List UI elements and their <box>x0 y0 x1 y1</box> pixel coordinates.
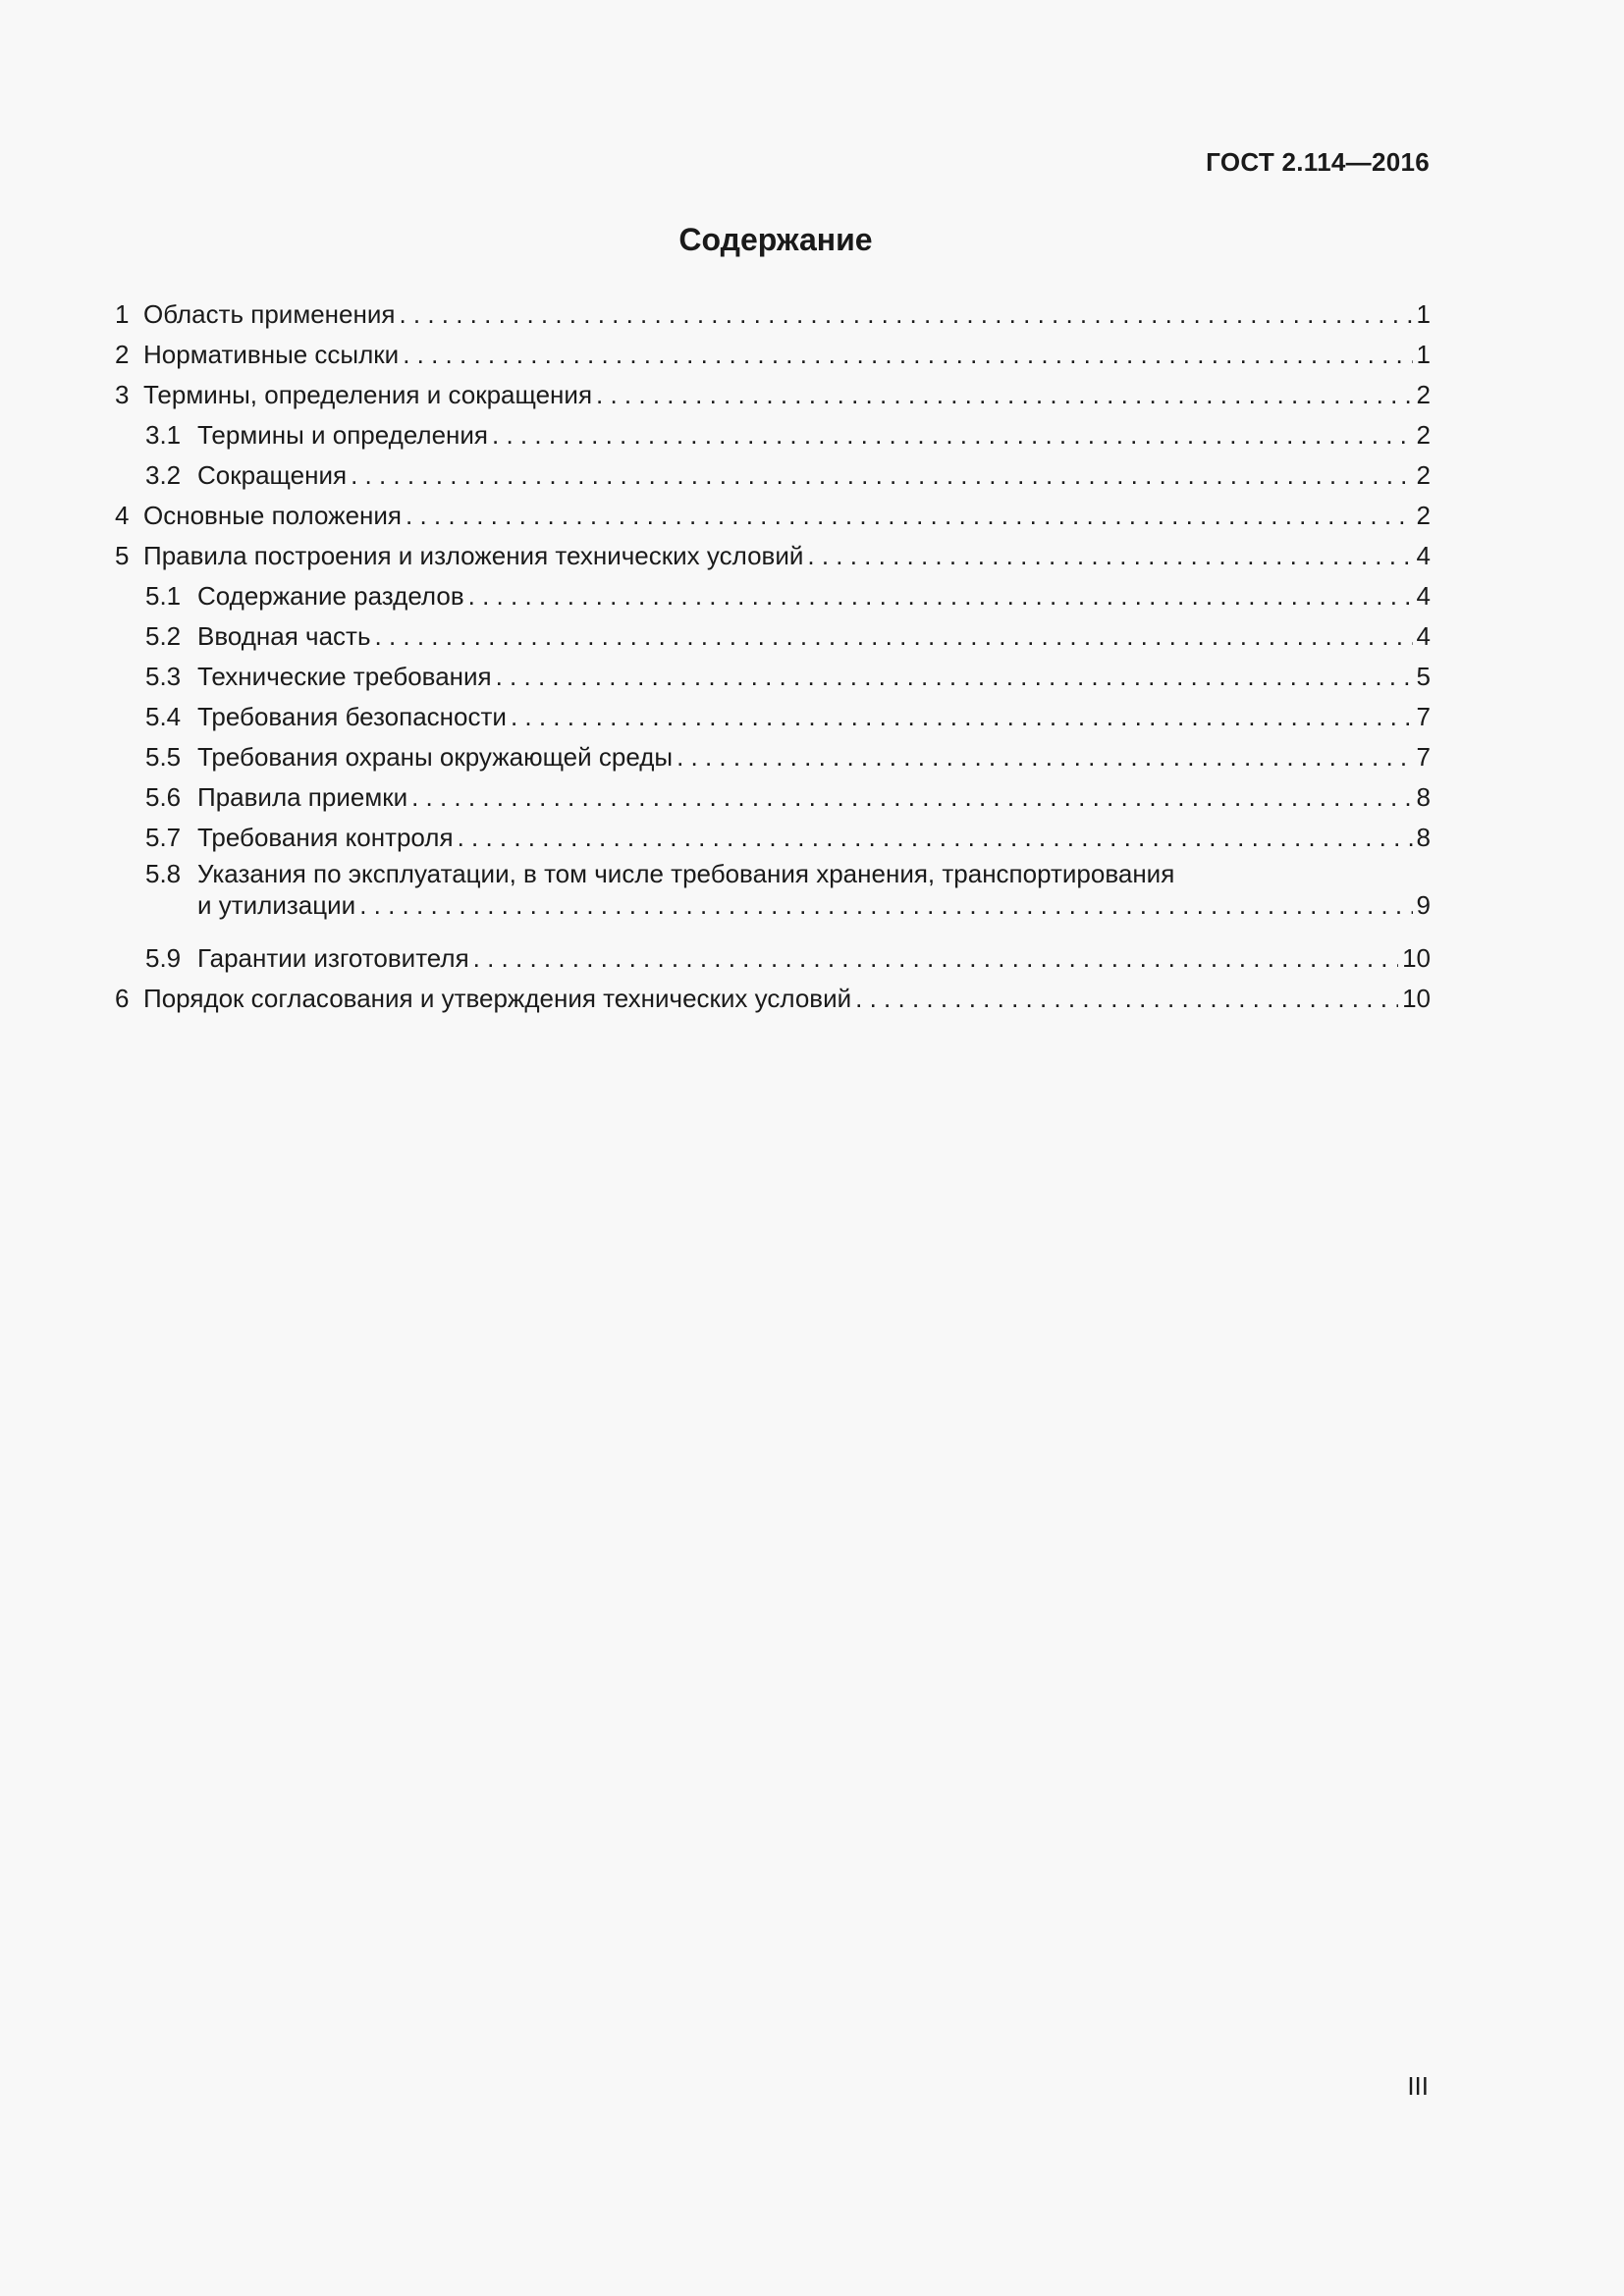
toc-entry-number: 5.5 <box>145 742 182 772</box>
toc-entry-title: Термины и определения <box>197 420 489 450</box>
toc-entry-number: 5.6 <box>145 782 182 812</box>
toc-entry-title: Термины, определения и сокращения <box>143 380 593 409</box>
toc-entry-number: 6 <box>115 984 130 1013</box>
toc-entry-number: 5.2 <box>145 621 182 651</box>
toc-dot-leader <box>677 737 1412 777</box>
toc-entry-title: Технические требования <box>197 662 492 691</box>
toc-dot-leader <box>359 889 1412 921</box>
toc-entry-page: 1 <box>1416 340 1431 369</box>
toc-entry-page: 2 <box>1416 420 1431 450</box>
toc-entry-number: 1 <box>115 299 130 329</box>
toc-entry-page: 1 <box>1416 299 1431 329</box>
toc-dot-leader <box>855 979 1398 1019</box>
toc-title: Содержание <box>678 222 873 257</box>
toc-entry-title: Область применения <box>143 299 396 329</box>
toc-entry-title: Основные положения <box>143 501 402 530</box>
toc-dot-leader <box>399 294 1412 335</box>
toc-dot-leader <box>807 536 1412 576</box>
toc-entry-title: Требования охраны окружающей среды <box>197 742 674 772</box>
toc-entry-number: 5.3 <box>145 662 182 691</box>
toc-entry[interactable] <box>115 858 1431 938</box>
toc-entry-page: 7 <box>1416 742 1431 772</box>
toc-entry[interactable] <box>115 496 1431 536</box>
toc-entry[interactable] <box>115 657 1431 697</box>
toc-dot-leader <box>468 576 1413 616</box>
toc-entry-title-continuation: и утилизации <box>197 890 356 920</box>
toc-entry-number: 3 <box>115 380 130 409</box>
toc-dot-leader <box>473 938 1398 979</box>
toc-entry-number: 5.4 <box>145 702 182 731</box>
toc-dot-leader <box>496 657 1413 697</box>
toc-entry-number: 3.1 <box>145 420 182 450</box>
toc-entry-title: Правила построения и изложения технических условий <box>143 541 804 570</box>
toc-entry-second-line <box>145 889 1431 921</box>
toc-entry-number: 3.2 <box>145 460 182 490</box>
toc-entry-title: Указания по эксплуатации, в том числе требования хранения, транспортирования <box>197 859 1175 888</box>
toc-entry-number: 5.9 <box>145 943 182 973</box>
toc-entry[interactable] <box>115 294 1431 335</box>
toc-entry-number: 5.1 <box>145 581 182 611</box>
toc-entry-title: Правила приемки <box>197 782 408 812</box>
toc-entry[interactable] <box>115 818 1431 858</box>
toc-entry-page: 10 <box>1402 943 1431 973</box>
toc-entry-number: 4 <box>115 501 130 530</box>
toc-dot-leader <box>511 697 1413 737</box>
toc-entry-number: 5.7 <box>145 823 182 852</box>
toc-dot-leader <box>492 415 1413 455</box>
toc-dot-leader <box>406 496 1413 536</box>
toc-entry-page: 4 <box>1416 541 1431 570</box>
toc-entry[interactable] <box>115 938 1431 979</box>
toc-entry[interactable] <box>115 415 1431 455</box>
toc-entry-page: 2 <box>1416 501 1431 530</box>
toc-entry-title: Требования контроля <box>197 823 454 852</box>
toc-entry-title: Требования безопасности <box>197 702 507 731</box>
toc-entry-page: 7 <box>1416 702 1431 731</box>
toc-entry-number: 5.8 <box>145 859 182 888</box>
toc-dot-leader <box>596 375 1413 415</box>
toc-entry-title: Содержание разделов <box>197 581 464 611</box>
toc-entry[interactable] <box>115 455 1431 496</box>
toc-entry-number: 5 <box>115 541 130 570</box>
toc-entry-title: Сокращения <box>197 460 348 490</box>
toc-entry[interactable] <box>115 697 1431 737</box>
document-code: ГОСТ 2.114—2016 <box>1206 147 1430 177</box>
toc-dot-leader <box>351 455 1412 496</box>
toc-entry[interactable] <box>115 576 1431 616</box>
toc-entry-page: 10 <box>1402 984 1431 1013</box>
toc-entry[interactable] <box>115 777 1431 818</box>
toc-dot-leader <box>458 818 1413 858</box>
toc-entry-title: Гарантии изготовителя <box>197 943 469 973</box>
toc-entry[interactable] <box>115 616 1431 657</box>
toc-dot-leader <box>411 777 1412 818</box>
toc-entry-title: Вводная часть <box>197 621 371 651</box>
toc-entry-page: 9 <box>1416 890 1431 920</box>
toc-entry[interactable] <box>115 737 1431 777</box>
toc-entry[interactable] <box>115 536 1431 576</box>
toc-entry-page: 5 <box>1416 662 1431 691</box>
toc-entry-page: 4 <box>1416 581 1431 611</box>
toc-entry-number: 2 <box>115 340 130 369</box>
toc-entry-page: 2 <box>1416 380 1431 409</box>
toc-entry[interactable] <box>115 979 1431 1019</box>
toc-entry[interactable] <box>115 375 1431 415</box>
toc-entry-page: 2 <box>1416 460 1431 490</box>
toc-entry[interactable] <box>115 335 1431 375</box>
toc-entry-first-line <box>145 858 1431 889</box>
toc-entry-title: Порядок согласования и утверждения технических условий <box>143 984 852 1013</box>
toc-entry-page: 8 <box>1416 823 1431 852</box>
toc-dot-leader <box>375 616 1413 657</box>
table-of-contents <box>115 294 1431 1019</box>
page-number: III <box>1407 2071 1429 2101</box>
toc-entry-title: Нормативные ссылки <box>143 340 400 369</box>
toc-entry-page: 8 <box>1416 782 1431 812</box>
toc-entry-page: 4 <box>1416 621 1431 651</box>
toc-dot-leader <box>403 335 1412 375</box>
